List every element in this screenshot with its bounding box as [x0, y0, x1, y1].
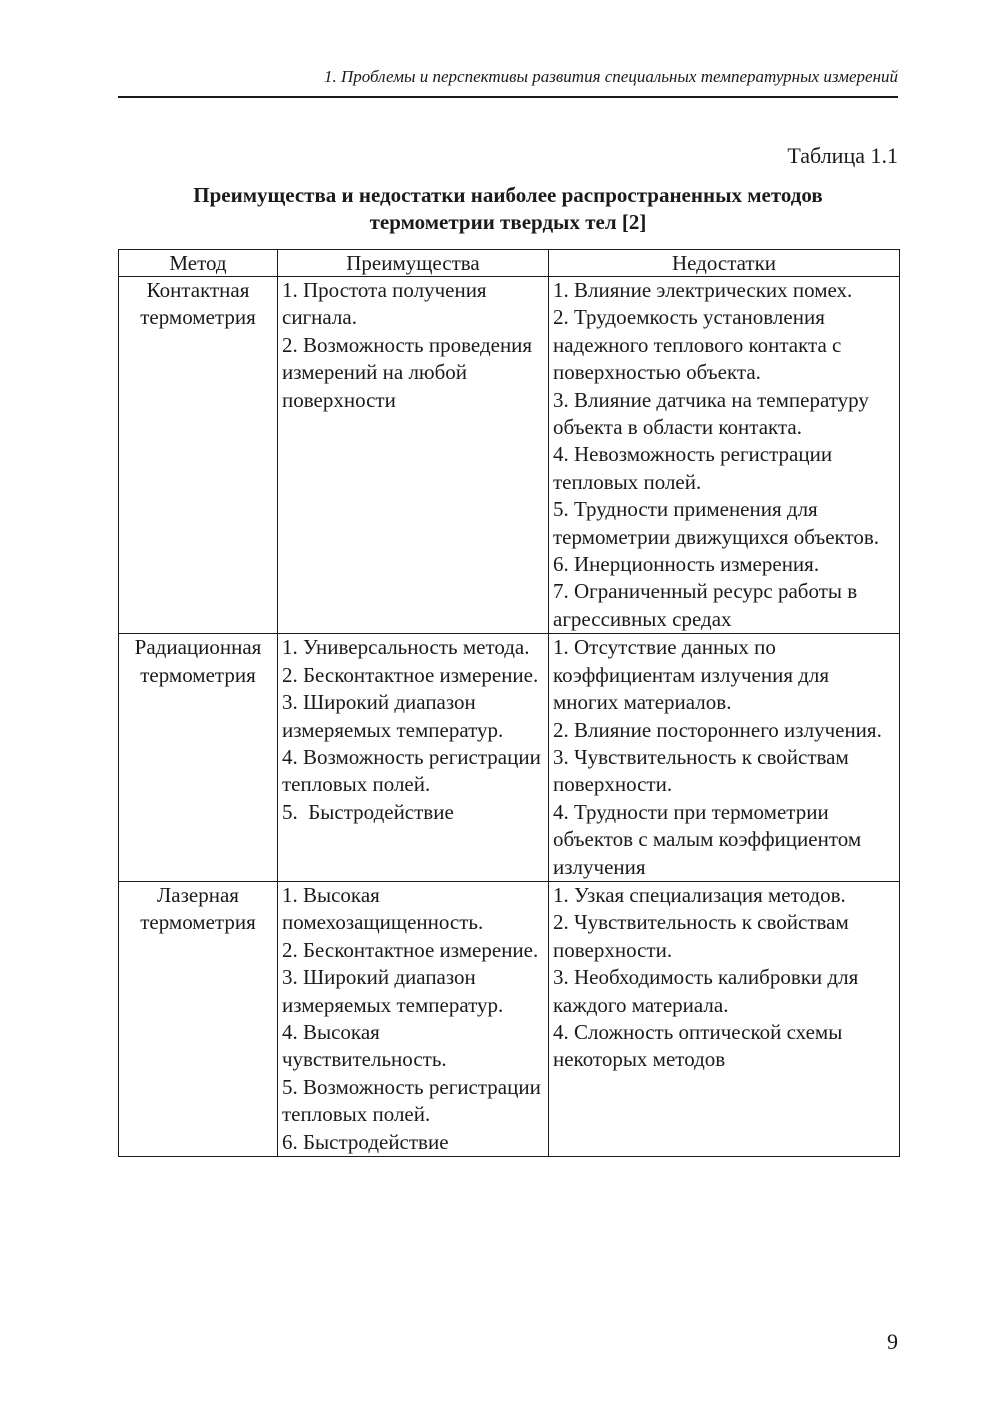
disadvantage-item: 1. Влияние электрических помех. [553, 278, 853, 302]
disadvantages-cell [549, 634, 900, 882]
table-caption-line-1: Преимущества и недостатки наиболее распространенных методов [193, 183, 823, 207]
disadvantage-item: 6. Инерционность измерения. [553, 552, 820, 577]
advantage-item: 5. Возможность регистрации тепловых полей. [282, 1074, 541, 1127]
advantage-item: 4. Возможность регистрации тепловых полей. [282, 744, 541, 797]
advantage-item: 3. Широкий диапазон измеряемых температур. [282, 965, 504, 1017]
methods-table [118, 249, 900, 1157]
table-row [119, 277, 900, 634]
table-row [119, 634, 900, 882]
disadvantage-item: 4. Трудности при термометрии объектов с малым коэффициентом излучения [553, 799, 862, 879]
header-rule [118, 96, 898, 98]
disadvantages-cell [549, 277, 900, 634]
header-disadvantages: Недостатки [549, 250, 900, 277]
disadvantage-item: 4. Невозможность регистрации тепловых полей. [553, 442, 833, 494]
header-advantages: Преимущества [278, 250, 549, 277]
advantages-cell [278, 634, 549, 882]
method-cell [119, 277, 278, 634]
disadvantage-item: 5. Трудности применения для термометрии движущихся объектов. [553, 497, 880, 549]
disadvantage-item: 4. Сложность оптической схемы некоторых методов [553, 1019, 843, 1072]
method-name: термометрия [140, 305, 256, 330]
header-method: Метод [119, 250, 278, 277]
method-name: Лазерная [157, 882, 239, 907]
advantage-item: 1. Простота получения сигнала. [282, 278, 487, 330]
method-cell [119, 634, 278, 882]
disadvantage-item: 7. Ограниченный ресурс работы в агрессивных средах [553, 579, 858, 631]
disadvantage-item: 3. Влияние датчика на температуру объекта в области контакта. [553, 387, 869, 440]
advantage-item: 4. Высокая чувствительность. [282, 1019, 447, 1072]
table-row [119, 881, 900, 1156]
method-name: Контактная [146, 278, 250, 302]
table-number: Таблица 1.1 [787, 143, 898, 168]
disadvantage-item: 2. Трудоемкость установления надежного теплового контакта с поверхностью объекта. [553, 305, 842, 385]
advantage-item: 2. Бесконтактное измерение. [282, 937, 539, 962]
page-number: 9 [887, 1329, 898, 1354]
advantage-item: 2. Возможность проведения измерений на любой поверхности [282, 332, 533, 412]
advantage-item: 2. Бесконтактное измерение. [282, 662, 539, 687]
advantage-item: 1. Универсальность метода. [282, 635, 530, 660]
table-header-row [119, 250, 900, 277]
advantage-item: 3. Широкий диапазон измеряемых температур. [282, 690, 504, 742]
table-caption [118, 182, 898, 236]
advantage-item: 6. Быстродействие [282, 1129, 449, 1154]
advantage-item: 5. Быстродействие [282, 799, 454, 824]
method-name: Радиационная [134, 635, 262, 660]
disadvantage-item: 3. Необходимость калибровки для каждого материала. [553, 965, 859, 1017]
disadvantage-item: 1. Узкая специализация методов. [553, 882, 846, 907]
running-header: 1. Проблемы и перспективы развития специальных температурных измерений [324, 67, 898, 86]
advantage-item: 1. Высокая помехозащищенность. [282, 882, 484, 935]
advantages-cell [278, 881, 549, 1156]
method-name: термометрия [140, 662, 256, 687]
disadvantage-item: 1. Отсутствие данных по коэффициентам излучения для многих материалов. [553, 635, 830, 715]
disadvantage-item: 2. Влияние постороннего излучения. [553, 717, 882, 742]
table-caption-line-2: термометрии твердых тел [2] [369, 210, 647, 234]
method-name: термометрия [140, 910, 256, 935]
disadvantage-item: 2. Чувствительность к свойствам поверхности. [553, 910, 849, 962]
method-cell [119, 881, 278, 1156]
disadvantage-item: 3. Чувствительность к свойствам поверхности. [553, 744, 849, 797]
advantages-cell [278, 277, 549, 634]
disadvantages-cell [549, 881, 900, 1156]
